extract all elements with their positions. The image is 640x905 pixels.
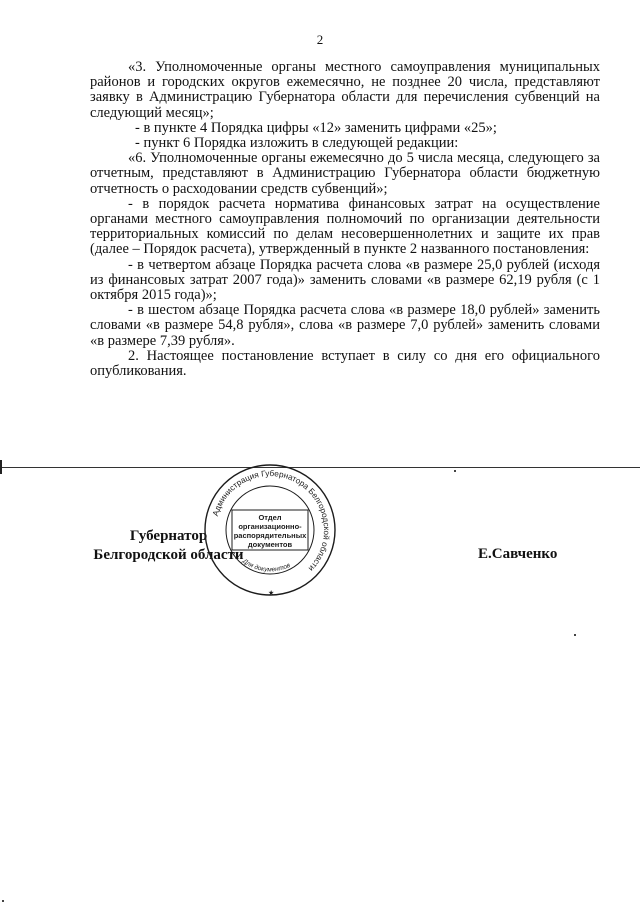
scan-speck [574, 634, 576, 636]
seal-center-line4: документов [247, 540, 293, 549]
seal-center-line2: организационно- [238, 522, 302, 531]
paragraph-effective-date: 2. Настоящее постановление вступает в силу со дня его официального опубликования. [90, 347, 600, 380]
governor-title-line1: Губернатор [129, 528, 208, 544]
scan-speck [454, 470, 456, 472]
governor-title-line2: Белгородской области [93, 547, 244, 563]
seal-center-line3: распорядительных [233, 531, 307, 540]
seal-star-icon: ★ [268, 590, 275, 597]
seal-ring-text: Администрация Губернатора Белгородской области [210, 468, 332, 574]
paragraph-item-6-text: «6. Уполномоченные органы ежемесячно до 5 числа месяца, следующего за отчетным, представляют в Администрацию Губернатора области бюджетную отчетность о расходовании средств субвенций»; [90, 150, 600, 197]
seal-stamp [200, 460, 340, 600]
page-number: 2 [316, 32, 324, 47]
seal-graphic [200, 460, 340, 600]
paragraph-calculation-order: - в порядок расчета норматива финансовых затрат на осуществление органами местного самоуправления полномочий по организации деятельности территориальных комиссий по делам несовершеннолетних и защите их прав (далее – Порядок расчета), утвержденный в пункте 2 названного постановления: [90, 195, 600, 258]
paragraph-sixth-subparagraph: - в шестом абзаце Порядка расчета слова «в размере 18,0 рублей» заменить словами «в размере 54,8 рубля», слова «в размере 7,0 рублей» заменить словами «в размере 7,39 рубля». [90, 302, 600, 349]
seal-bottom-text: Для документов [241, 557, 292, 574]
paragraph-fourth-subparagraph: - в четвертом абзаце Порядка расчета слова «в размере 25,0 рублей (исходя из финансовых затрат 2007 года)» заменить словами «в размере 62,19 рубля (с 1 октября 2015 года)»; [90, 256, 600, 304]
paragraph-item-3: «3. Уполномоченные органы местного самоуправления муниципальных районов и городских округов ежемесячно, не позднее 20 числа, представляют заявку в Администрацию Губернатора области для перечисления субвенций на следующий месяц»; [90, 59, 600, 121]
signer-name: Е.Савченко [478, 546, 558, 562]
document-body [90, 60, 600, 379]
paragraph-item-4-change: - в пункте 4 Порядка цифры «12» заменить цифрами «25»; [135, 119, 497, 136]
divider-edge-mark [0, 460, 10, 474]
paragraph-item-6-change: - пункт 6 Порядка изложить в следующей редакции: [135, 135, 459, 152]
seal-center-line1: Отдел [258, 513, 282, 522]
scan-speck [2, 900, 4, 902]
